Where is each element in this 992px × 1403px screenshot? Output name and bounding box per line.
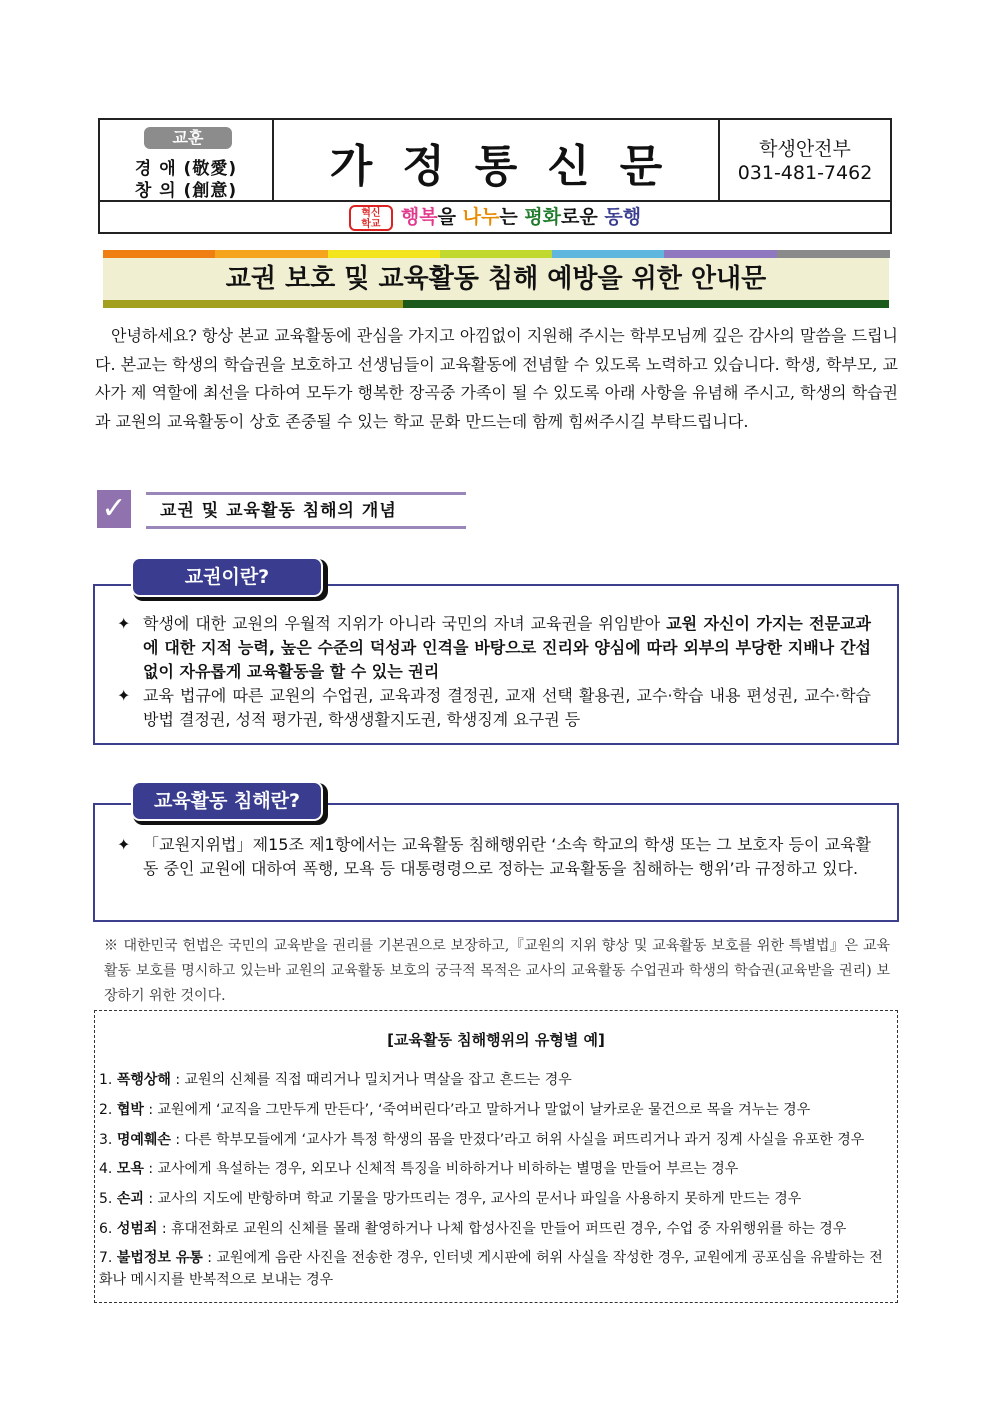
legal-note: ※ 대한민국 헌법은 국민의 교육받을 권리를 기본권으로 보장하고,『교원의 지위 향상 및 교육활동 보호를 위한 특별법』은 교육활동 보호를 명시하고 있는바 교원의 교육활동 보호의 궁극적 목적은 교사의 교육활동 수업권과 학생의 학습권(교육받을 권리) 보장하기 위한 것이다.: [104, 938, 890, 1004]
type-description: : 휴대전화로 교원의 신체를 몰래 촬영하거나 나체 합성사진을 만들어 퍼뜨린 경우, 수업 중 자위행위를 하는 경우: [157, 1221, 847, 1237]
stripe-segment: [103, 300, 403, 308]
slogan-part: 나누: [462, 206, 500, 228]
section-rule-top: [146, 492, 466, 495]
section-rule-bottom: [146, 526, 466, 529]
type-term: 불법정보 유통: [116, 1250, 203, 1266]
types-title: [교육활동 침해행위의 유형별 예]: [387, 1031, 605, 1049]
type-term: 모욕: [116, 1161, 144, 1177]
type-description: : 다른 학부모들에게 ‘교사가 특정 학생의 몸을 만졌다’라고 허위 사실을 퍼뜨리거나 과거 징계 사실을 유포한 경우: [170, 1132, 865, 1148]
motto-line-1: 경 애 (敬愛): [134, 159, 238, 179]
slogan-part: 행복: [400, 206, 438, 228]
type-term: 폭행상해: [116, 1072, 171, 1088]
type-number: 2.: [99, 1102, 113, 1118]
type-description: : 교원의 신체를 직접 때리거나 밀치거나 멱살을 잡고 흔드는 경우: [170, 1072, 572, 1088]
department: 학생안전부: [759, 138, 851, 160]
title-cell: [274, 120, 720, 200]
bullet-item: ✦ 교육 법규에 따른 교원의 수업권, 교육과정 결정권, 교재 선택 활용권, 교수·학습 내용 편성권, 교수·학습 방법 결정권, 성적 평가권, 학생생활지도권, 학생징계 요구권 등: [117, 686, 871, 729]
type-item: [99, 1129, 891, 1151]
teacher-rights-label: 교권이란?: [131, 557, 323, 597]
infringement-types-box: [94, 1010, 898, 1303]
type-item: [99, 1099, 891, 1121]
slogan-part: 는: [499, 206, 525, 228]
type-number: 4.: [99, 1161, 113, 1177]
motto-cell: [100, 120, 274, 200]
type-description: : 교원에게 ‘교직을 그만두게 만든다’, ‘죽여버린다’라고 말하거나 말없이 날카로운 물건으로 목을 겨누는 경우: [143, 1102, 811, 1118]
infringement-label: 교육활동 침해란?: [131, 781, 323, 821]
bullet-star-icon: ✦: [117, 835, 131, 854]
bullet-item: ✦ 「교원지위법」제15조 제1항에서는 교육활동 침해행위란 ‘소속 학교의 학생 또는 그 보호자 등이 교육활동 중인 교원에 대하여 폭행, 모욕 등 대통령령으로 정하는 교육활동을 침해하는 행위’라 규정하고 있다.: [117, 835, 871, 878]
type-number: 6.: [99, 1221, 113, 1237]
type-item: [99, 1158, 891, 1180]
type-number: 7.: [99, 1250, 113, 1266]
newsletter-header: [98, 118, 892, 234]
teacher-rights-box: [93, 584, 899, 745]
section-title: 교권 및 교육활동 침해의 개념: [160, 501, 397, 521]
color-stripe-top: [103, 250, 889, 258]
slogan-part: 로운: [561, 206, 605, 228]
type-number: 3.: [99, 1132, 113, 1148]
stripe-segment: [552, 250, 665, 258]
stripe-segment: [664, 250, 777, 258]
stripe-segment: [403, 300, 889, 308]
school-slogan: [100, 202, 890, 232]
type-number: 1.: [99, 1072, 113, 1088]
contact-cell: [720, 120, 890, 200]
slogan-part: 평화: [524, 206, 562, 228]
type-number: 5.: [99, 1191, 113, 1207]
slogan-part: 동행: [604, 206, 642, 228]
stripe-segment: [328, 250, 441, 258]
motto-line-2: 창 의 (創意): [134, 181, 238, 201]
slogan-part: 을: [437, 206, 463, 228]
stripe-segment: [103, 250, 216, 258]
motto-label: 교훈: [144, 127, 232, 149]
type-item: [99, 1069, 891, 1091]
type-item: [99, 1218, 891, 1240]
type-term: 손괴: [116, 1191, 144, 1207]
type-item: [99, 1247, 891, 1291]
stripe-segment: [215, 250, 328, 258]
type-item: [99, 1188, 891, 1210]
type-description: : 교원에게 음란 사진을 전송한 경우, 인터넷 게시판에 허위 사실을 작성한 경우, 교원에게 공포심을 유발하는 전화나 메시지를 반복적으로 보내는 경우: [99, 1250, 883, 1288]
intro-paragraph: 안녕하세요? 항상 본교 교육활동에 관심을 가지고 아낌없이 지원해 주시는 학부모님께 깊은 감사의 말씀을 드립니다. 본교는 학생의 학습권을 보호하고 선생님들이 교육활동에 전념할 수 있도록 노력하고 있습니다. 학생, 학부모, 교사가 제 역할에 최선을 다하여 모두가 행복한 장곡중 가족이 될 수 있도록 아래 사항을 유념해 주시고, 학생의 학습권과 교원의 교육활동이 상호 존중될 수 있는 학교 문화 만드는데 함께 힘써주시길 부탁드립니다.: [95, 326, 898, 431]
type-description: : 교사에게 욕설하는 경우, 외모나 신체적 특징을 비하하거나 비하하는 별명을 만들어 부르는 경우: [143, 1161, 739, 1177]
newsletter-title: 가정통신문: [329, 141, 693, 192]
bullet-item: ✦ 학생에 대한 교원의 우월적 지위가 아니라 국민의 자녀 교육권을 위임받아 교원 자신이 가지는 전문교과에 대한 지적 능력, 높은 수준의 덕성과 인격을 바탕으로 진리와 양심에 따라 외부의 부당한 지배나 간섭 없이 자유롭게 교육활동을 할 수 있는 권리: [117, 614, 872, 681]
bullet-star-icon: ✦: [117, 686, 131, 705]
innovation-school-stamp: 혁신 학교: [349, 205, 393, 231]
main-title: 교권 보호 및 교육활동 침해 예방을 위한 안내문: [103, 258, 889, 300]
type-term: 협박: [116, 1102, 144, 1118]
bullet-star-icon: ✦: [117, 614, 131, 633]
type-term: 명예훼손: [116, 1132, 171, 1148]
type-term: 성범죄: [116, 1221, 158, 1237]
stripe-segment: [777, 250, 890, 258]
type-description: : 교사의 지도에 반항하며 학교 기물을 망가뜨리는 경우, 교사의 문서나 파일을 사용하지 못하게 만드는 경우: [143, 1191, 802, 1207]
stripe-segment: [440, 250, 553, 258]
phone-number: 031-481-7462: [737, 162, 873, 184]
checkmark-icon: ✓: [97, 490, 131, 528]
header-top-row: [100, 120, 890, 202]
color-stripe-bottom: [103, 300, 889, 308]
